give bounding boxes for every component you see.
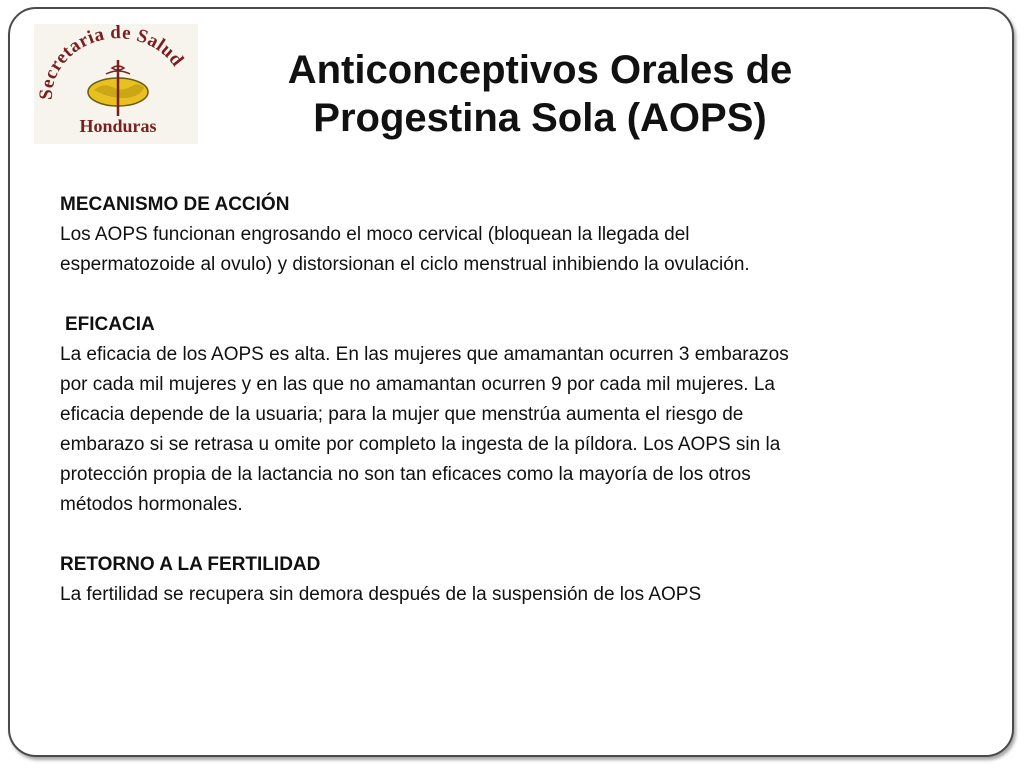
svg-text:Secretaria de Salud: Secretaria de Salud <box>35 24 188 101</box>
section-mecanismo <box>60 190 960 280</box>
section-heading-eficacia: EFICACIA <box>65 314 155 335</box>
title-line-1: Anticonceptivos Orales de <box>287 48 793 92</box>
section-retorno <box>60 550 960 610</box>
slide-content <box>60 190 960 640</box>
page-title <box>200 46 880 142</box>
section-line: protección propia de la lactancia no son tan eficaces como la mayoría de los otros <box>60 464 751 485</box>
section-line: espermatozoide al ovulo) y distorsionan el ciclo menstrual inhibiendo la ovulación. <box>60 254 750 275</box>
title-line-2: Progestina Sola (AOPS) <box>313 96 767 140</box>
secretaria-de-salud-logo <box>34 24 198 144</box>
section-heading-mecanismo: MECANISMO DE ACCIÓN <box>60 194 290 215</box>
logo-text-bottom: Honduras <box>79 116 157 136</box>
logo-emblem-icon <box>34 24 198 144</box>
section-eficacia <box>60 310 960 520</box>
section-line: métodos hormonales. <box>60 494 243 515</box>
section-line: La fertilidad se recupera sin demora después de la suspensión de los AOPS <box>60 584 702 605</box>
section-line: Los AOPS funcionan engrosando el moco cervical (bloquean la llegada del <box>60 224 690 245</box>
section-line: embarazo si se retrasa u omite por completo la ingesta de la píldora. Los AOPS sin la <box>60 434 781 455</box>
section-line: La eficacia de los AOPS es alta. En las mujeres que amamantan ocurren 3 embarazos <box>60 344 789 365</box>
section-line: por cada mil mujeres y en las que no amamantan ocurren 9 por cada mil mujeres. La <box>60 374 775 395</box>
section-line: eficacia depende de la usuaria; para la mujer que menstrúa aumenta el riesgo de <box>60 404 744 425</box>
section-heading-retorno: RETORNO A LA FERTILIDAD <box>60 554 321 575</box>
